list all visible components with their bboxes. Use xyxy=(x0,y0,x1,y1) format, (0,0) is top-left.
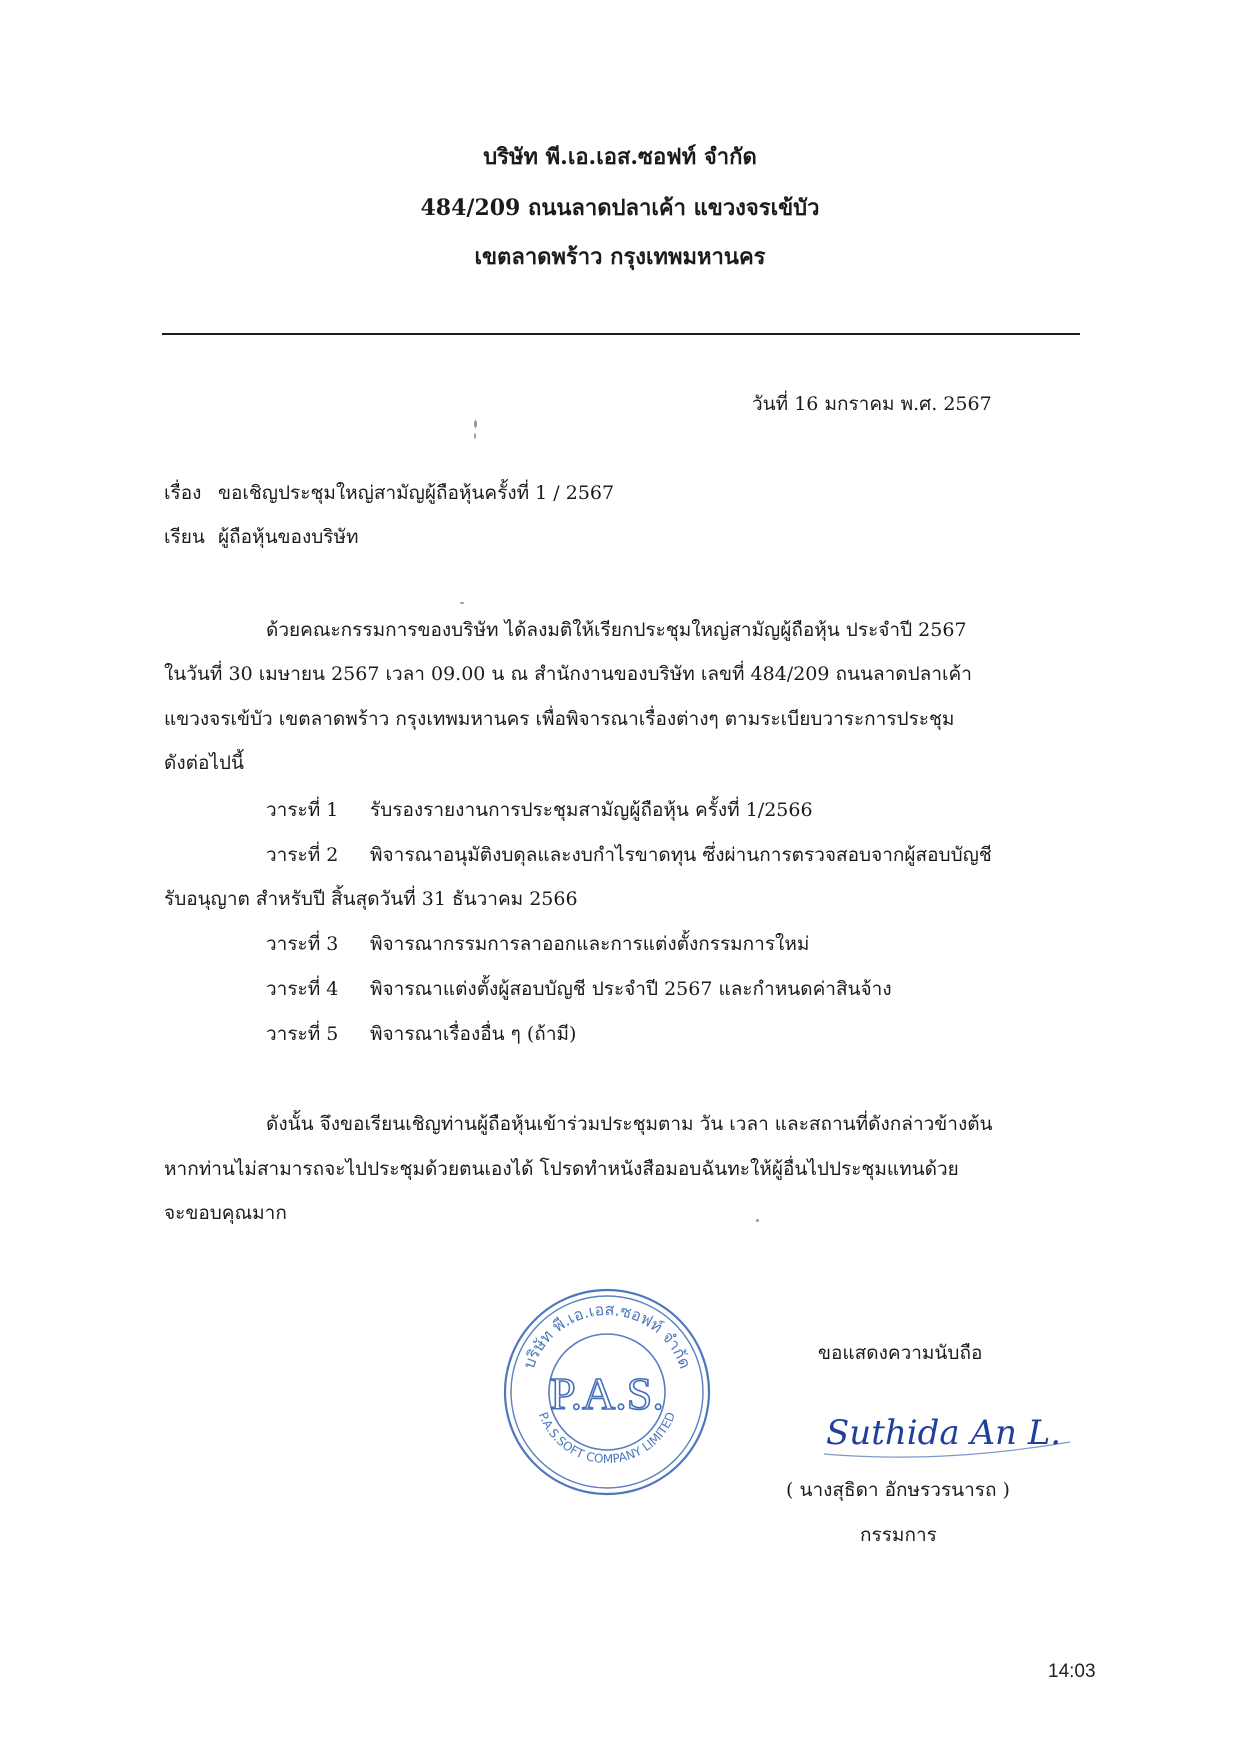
addressee-label: เรียน xyxy=(164,526,205,548)
intro-line-1: ด้วยคณะกรรมการของบริษัท ได้ลงมติให้เรียกประชุมใหญ่สามัญผู้ถือหุ้น ประจำปี 2567 xyxy=(266,619,967,641)
handwritten-signature xyxy=(820,1398,1080,1468)
signatory-title: กรรมการ xyxy=(860,1524,937,1546)
letter-date: วันที่ 16 มกราคม พ.ศ. 2567 xyxy=(752,393,992,415)
agenda-4-number: วาระที่ 4 xyxy=(266,978,339,1000)
closing-line-2: หากท่านไม่สามารถจะไปประชุมด้วยตนเองได้ โปรดทำหนังสือมอบฉันทะให้ผู้อื่นไปประชุมแทนด้วย xyxy=(164,1158,959,1180)
intro-line-3: แขวงจรเข้บัว เขตลาดพร้าว กรุงเทพมหานคร เพื่อพิจารณาเรื่องต่างๆ ตามระเบียบวาระการประชุม xyxy=(164,708,955,730)
agenda-1-text: รับรองรายงานการประชุมสามัญผู้ถือหุ้น ครั้งที่ 1/2566 xyxy=(370,799,813,821)
agenda-5-text: พิจารณาเรื่องอื่น ๆ (ถ้ามี) xyxy=(370,1023,577,1045)
agenda-3-text: พิจารณากรรมการลาออกและการแต่งตั้งกรรมการใหม่ xyxy=(370,933,810,955)
intro-line-4: ดังต่อไปนี้ xyxy=(164,752,244,774)
company-address-line-1: 484/209 ถนนลาดปลาเค้า แขวงจรเข้บัว xyxy=(420,195,820,221)
signature-mark: Suthida An L. xyxy=(826,1413,1062,1453)
page-time: 14:03 xyxy=(1048,1661,1096,1682)
stamp-center-text: P.A.S. xyxy=(550,1368,664,1419)
subject-label: เรื่อง xyxy=(164,482,202,504)
header-divider xyxy=(162,333,1080,335)
scan-speck xyxy=(756,1219,759,1222)
addressee-text: ผู้ถือหุ้นของบริษัท xyxy=(218,526,359,548)
agenda-2-continuation: รับอนุญาต สำหรับปี สิ้นสุดวันที่ 31 ธันวาคม 2566 xyxy=(164,888,578,910)
agenda-2-text: พิจารณาอนุมัติงบดุลและงบกำไรขาดทุน ซึ่งผ่านการตรวจสอบจากผู้สอบบัญชี xyxy=(370,844,992,866)
signatory-name: ( นางสุธิดา อักษรวรนารถ ) xyxy=(786,1479,1010,1501)
closing-regards: ขอแสดงความนับถือ xyxy=(818,1342,983,1364)
scan-speck xyxy=(474,433,476,439)
company-stamp xyxy=(500,1285,714,1499)
closing-line-1: ดังนั้น จึงขอเรียนเชิญท่านผู้ถือหุ้นเข้าร่วมประชุมตาม วัน เวลา และสถานที่ดังกล่าวข้างต้น xyxy=(266,1113,993,1135)
subject-text: ขอเชิญประชุมใหญ่สามัญผู้ถือหุ้นครั้งที่ 1 / 2567 xyxy=(218,482,615,504)
intro-line-2: ในวันที่ 30 เมษายน 2567 เวลา 09.00 น ณ สำนักงานของบริษัท เลขที่ 484/209 ถนนลาดปลาเค้า xyxy=(164,663,972,685)
scan-speck xyxy=(474,420,477,428)
closing-line-3: จะขอบคุณมาก xyxy=(164,1202,287,1224)
agenda-5-number: วาระที่ 5 xyxy=(266,1023,339,1045)
agenda-4-text: พิจารณาแต่งตั้งผู้สอบบัญชี ประจำปี 2567 และกำหนดค่าสินจ้าง xyxy=(370,978,892,1000)
agenda-2-number: วาระที่ 2 xyxy=(266,844,339,866)
stamp-bottom-text: P.A.S.SOFT COMPANY LIMITED xyxy=(535,1410,679,1467)
company-name: บริษัท พี.เอ.เอส.ซอฟท์ จำกัด xyxy=(483,144,757,170)
stamp-top-text: บริษัท พี.เอ.เอส.ซอฟท์ จำกัด xyxy=(519,1299,695,1372)
scan-speck xyxy=(460,602,464,604)
company-address-line-2: เขตลาดพร้าว กรุงเทพมหานคร xyxy=(474,244,766,270)
agenda-1-number: วาระที่ 1 xyxy=(266,799,339,821)
agenda-3-number: วาระที่ 3 xyxy=(266,933,339,955)
